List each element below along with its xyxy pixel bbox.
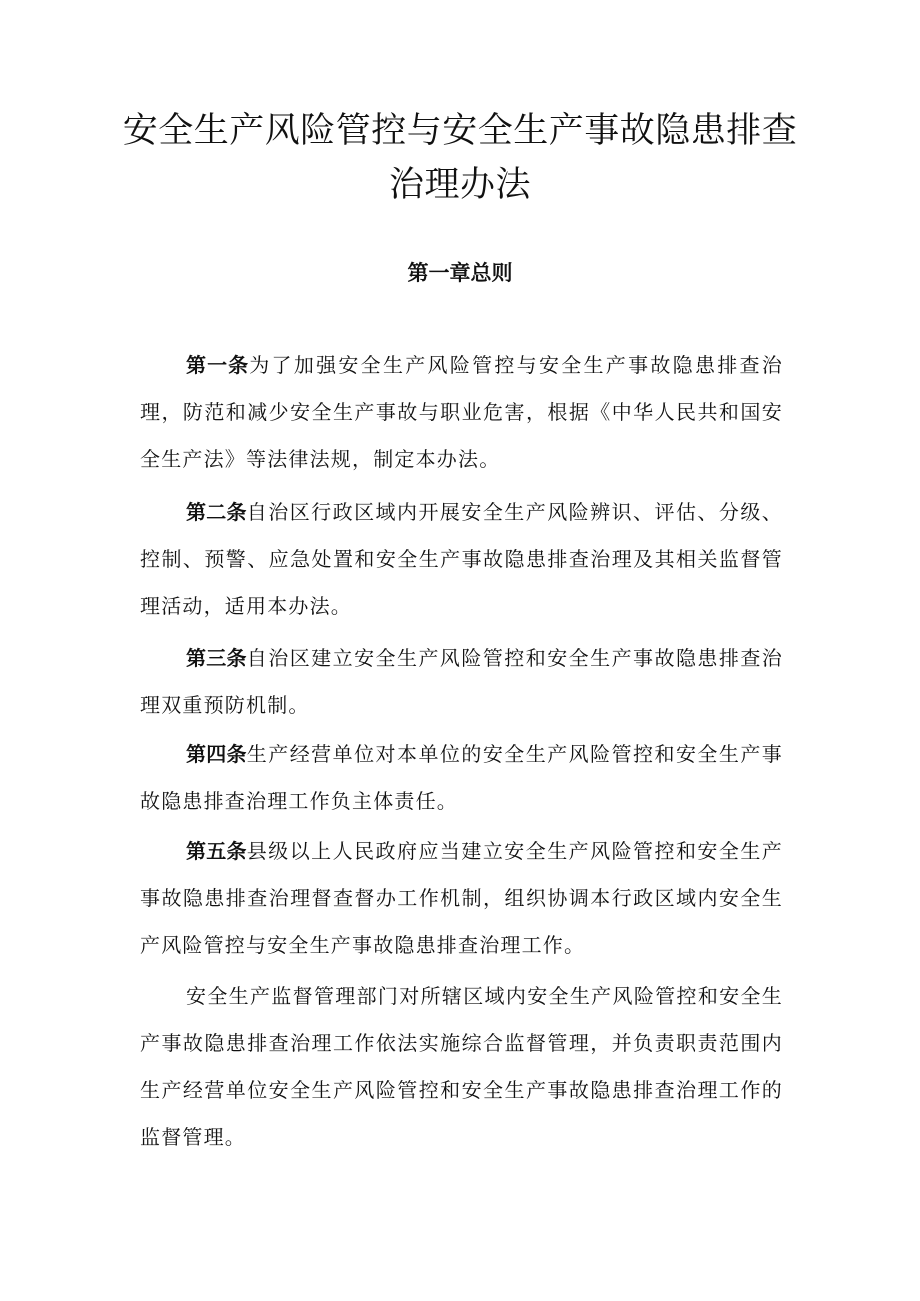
article-label: 第一条 xyxy=(186,353,250,377)
document-title: 安全生产风险管控与安全生产事故隐患排查治理办法 xyxy=(122,111,798,205)
article-label: 第二条 xyxy=(186,500,247,524)
article-text: 为了加强安全生产风险管控与安全生产事故隐患排查治理，防范和减少安全生产事故与职业危害，根据《中华人民共和国安全生产法》等法律法规，制定本办法。 xyxy=(140,353,784,471)
article-paragraph xyxy=(140,828,783,969)
article-paragraph xyxy=(140,342,783,483)
article-label: 第五条 xyxy=(186,839,247,863)
article-paragraph xyxy=(140,731,783,825)
body-paragraph xyxy=(140,973,783,1161)
article-text: 县级以上人民政府应当建立安全生产风险管控和安全生产事故隐患排查治理督查督办工作机制，组织协调本行政区域内安全生产风险管控与安全生产事故隐患排查治理工作。 xyxy=(140,839,784,957)
article-text: 生产经营单位对本单位的安全生产风险管控和安全生产事故隐患排查治理工作负主体责任。 xyxy=(140,742,784,813)
article-label: 第三条 xyxy=(186,646,247,670)
article-text: 自治区行政区域内开展安全生产风险辨识、评估、分级、控制、预警、应急处置和安全生产事故隐患排查治理及其相关监督管理活动，适用本办法。 xyxy=(140,500,784,618)
chapter-heading: 第一章总则 xyxy=(407,261,513,285)
article-paragraph xyxy=(140,489,783,630)
article-paragraph xyxy=(140,635,783,729)
article-label: 第四条 xyxy=(186,742,247,766)
paragraph-text: 安全生产监督管理部门对所辖区域内安全生产风险管控和安全生产事故隐患排查治理工作依法实施综合监督管理，并负责职责范围内生产经营单位安全生产风险管控和安全生产事故隐患排查治理工作的监督管理。 xyxy=(140,984,783,1149)
article-text: 自治区建立安全生产风险管控和安全生产事故隐患排查治理双重预防机制。 xyxy=(140,646,784,717)
